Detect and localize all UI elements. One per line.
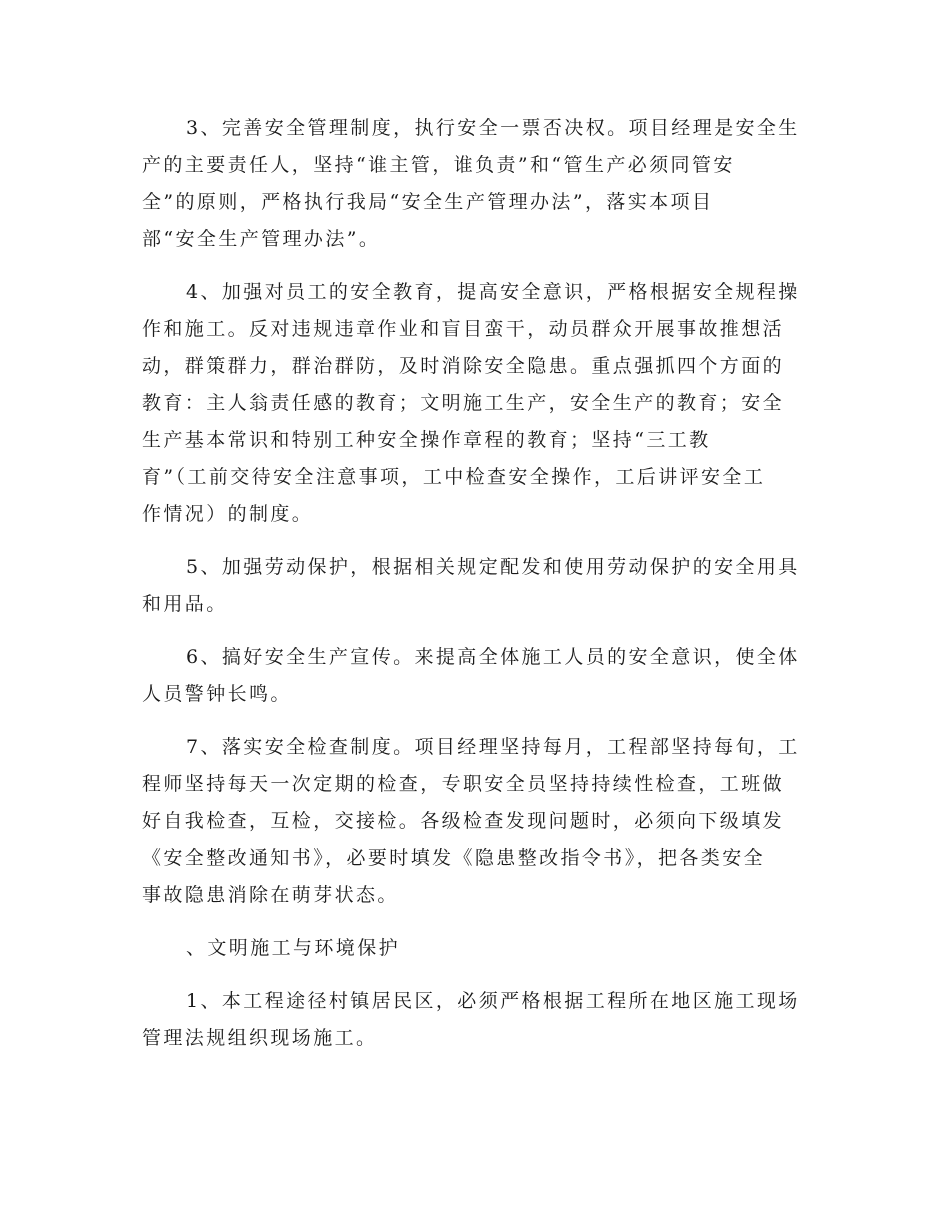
text-line: 教育：主人翁责任感的教育；文明施工生产，安全生产的教育；安全 <box>142 392 785 414</box>
text-line: 人员警钟长鸣。 <box>142 683 292 705</box>
text-line: 好自我检查，互检，交接检。各级检查发现问题时，必须向下级填发 <box>142 810 785 832</box>
text-line: 和用品。 <box>142 593 228 615</box>
text-line: 5、加强劳动保护，根据相关规定配发和使用劳动保护的安全用具 <box>186 556 800 578</box>
text-line: 1、本工程途径村镇居民区，必须严格根据工程所在地区施工现场 <box>186 990 800 1012</box>
text-line: 7、落实安全检查制度。项目经理坚持每月，工程部坚持每旬，工 <box>186 736 800 758</box>
text-line: 全”的原则，严格执行我局“安全生产管理办法”，落实本项目 <box>142 191 714 213</box>
text-line: 生产基本常识和特别工种安全操作章程的教育；坚持“三工教 <box>142 429 711 451</box>
text-line: 管理法规组织现场施工。 <box>142 1027 378 1049</box>
paragraph-safety-management-system <box>142 110 810 258</box>
section-heading-civilized-construction <box>142 930 810 967</box>
text-line: 4、加强对员工的安全教育，提高安全意识，严格根据安全规程操 <box>186 281 800 303</box>
text-line: 育”（工前交待安全注意事项，工中检查安全操作，工后讲评安全工 <box>142 466 766 488</box>
text-line: 作情况）的制度。 <box>142 503 314 525</box>
paragraph-residential-area <box>142 983 810 1057</box>
text-line: 动，群策群力，群治群防，及时消除安全隐患。重点强抓四个方面的 <box>142 355 785 377</box>
text-line: 产的主要责任人，坚持“谁主管，谁负责”和“管生产必须同管安 <box>142 154 735 176</box>
text-line: 部“安全生产管理办法”。 <box>142 228 381 250</box>
text-line: 程师坚持每天一次定期的检查，专职安全员坚持持续性检查，工班做 <box>142 773 785 795</box>
text-line: 、文明施工与环境保护 <box>186 937 401 959</box>
text-line: 作和施工。反对违规违章作业和盲目蛮干，动员群众开展事故推想活 <box>142 318 785 340</box>
document-body <box>142 110 810 1073</box>
paragraph-safety-education <box>142 274 810 533</box>
text-line: 3、完善安全管理制度，执行安全一票否决权。项目经理是安全生 <box>186 117 800 139</box>
paragraph-safety-inspection <box>142 729 810 914</box>
paragraph-safety-publicity <box>142 639 810 713</box>
paragraph-labor-protection <box>142 549 810 623</box>
text-line: 事故隐患消除在萌芽状态。 <box>142 884 399 906</box>
text-line: 《安全整改通知书》，必要时填发《隐患整改指令书》，把各类安全 <box>142 847 766 869</box>
text-line: 6、搞好安全生产宣传。来提高全体施工人员的安全意识，使全体 <box>186 646 800 668</box>
